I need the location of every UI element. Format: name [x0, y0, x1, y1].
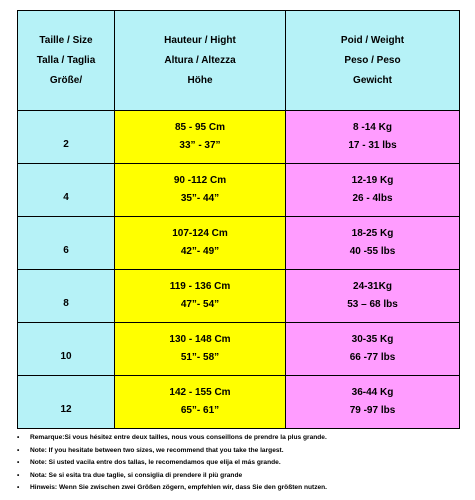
weight-cell	[286, 376, 460, 429]
height-in: 33” - 37”	[179, 140, 221, 151]
weight-kg: 12-19 Kg	[351, 175, 394, 186]
header-height-line: Höhe	[187, 74, 213, 86]
size-row	[18, 111, 460, 164]
weight-cell	[286, 217, 460, 270]
size-row	[18, 270, 460, 323]
weight-cell	[286, 164, 460, 217]
weight-kg: 24-31Kg	[353, 281, 392, 292]
weight-lbs: 79 -97 lbs	[349, 405, 396, 416]
height-cm: 90 -112 Cm	[173, 175, 227, 186]
note-item: • Note: If you hesitate between two sizes, we recommend that you take the largest.	[14, 445, 469, 458]
header-weight-line: Peso / Peso	[344, 54, 401, 66]
height-cell	[115, 270, 286, 323]
note-item: • Remarque:Si vous hésitez entre deux tailles, nous vous conseillons de prendre la plus grande.	[14, 432, 469, 445]
header-weight-line: Poid / Weight	[340, 34, 405, 46]
note-item: • Hinweis: Wenn Sie zwischen zwei Größen zögern, empfehlen wir, dass Sie den größten nutzen.	[14, 482, 469, 495]
weight-kg: 30-35 Kg	[351, 334, 394, 345]
height-in: 65”- 61”	[180, 405, 220, 416]
weight-lbs: 53 – 68 lbs	[347, 299, 398, 310]
weight-kg: 18-25 Kg	[351, 228, 394, 239]
height-in: 35”- 44”	[180, 193, 220, 204]
size-value-cell	[18, 111, 115, 164]
header-size-line: Taille / Size	[39, 34, 93, 46]
note-item: • Nota: Se si esita tra due taglie, si consiglia di prendere il più grande	[14, 470, 469, 483]
size-value: 6	[63, 245, 69, 256]
header-height-line: Hauteur / Hight	[164, 34, 236, 46]
weight-kg: 36-44 Kg	[351, 387, 394, 398]
height-cm: 130 - 148 Cm	[169, 334, 231, 345]
header-size-cell	[18, 11, 115, 111]
size-row	[18, 376, 460, 429]
size-value: 4	[63, 192, 69, 203]
header-size-line: Größe/	[49, 74, 83, 86]
size-value-cell	[18, 164, 115, 217]
header-row	[18, 11, 460, 111]
height-cell	[115, 111, 286, 164]
size-value-cell	[18, 323, 115, 376]
height-in: 42”- 49”	[180, 246, 220, 257]
size-value-cell	[18, 270, 115, 323]
weight-lbs: 17 - 31 lbs	[348, 140, 397, 151]
size-chart-table	[17, 10, 460, 429]
height-in: 51”- 58”	[180, 352, 220, 363]
size-row	[18, 164, 460, 217]
notes-list	[14, 432, 469, 495]
height-cell	[115, 164, 286, 217]
header-size-line: Talla / Taglia	[36, 54, 96, 66]
height-cm: 142 - 155 Cm	[169, 387, 231, 398]
size-value: 10	[60, 351, 72, 362]
height-cell	[115, 217, 286, 270]
height-in: 47”- 54”	[180, 299, 220, 310]
weight-cell	[286, 270, 460, 323]
weight-lbs: 66 -77 lbs	[349, 352, 396, 363]
height-cell	[115, 323, 286, 376]
weight-kg: 8 -14 Kg	[353, 122, 392, 133]
weight-cell	[286, 323, 460, 376]
header-weight-cell	[286, 11, 460, 111]
size-value: 8	[63, 298, 69, 309]
size-value: 12	[60, 404, 72, 415]
height-cm: 119 - 136 Cm	[169, 281, 231, 292]
weight-lbs: 26 - 4lbs	[352, 193, 393, 204]
note-item: • Note: Si usted vacila entre dos tallas, le recomendamos que elija el más grande.	[14, 457, 469, 470]
height-cell	[115, 376, 286, 429]
height-cm: 85 - 95 Cm	[174, 122, 226, 133]
weight-lbs: 40 -55 lbs	[349, 246, 396, 257]
height-cm: 107-124 Cm	[172, 228, 228, 239]
size-value-cell	[18, 217, 115, 270]
header-height-line: Altura / Altezza	[164, 54, 236, 66]
size-row	[18, 217, 460, 270]
size-value: 2	[63, 139, 69, 150]
header-weight-line: Gewicht	[353, 74, 392, 86]
header-height-cell	[115, 11, 286, 111]
size-value-cell	[18, 376, 115, 429]
weight-cell	[286, 111, 460, 164]
size-row	[18, 323, 460, 376]
